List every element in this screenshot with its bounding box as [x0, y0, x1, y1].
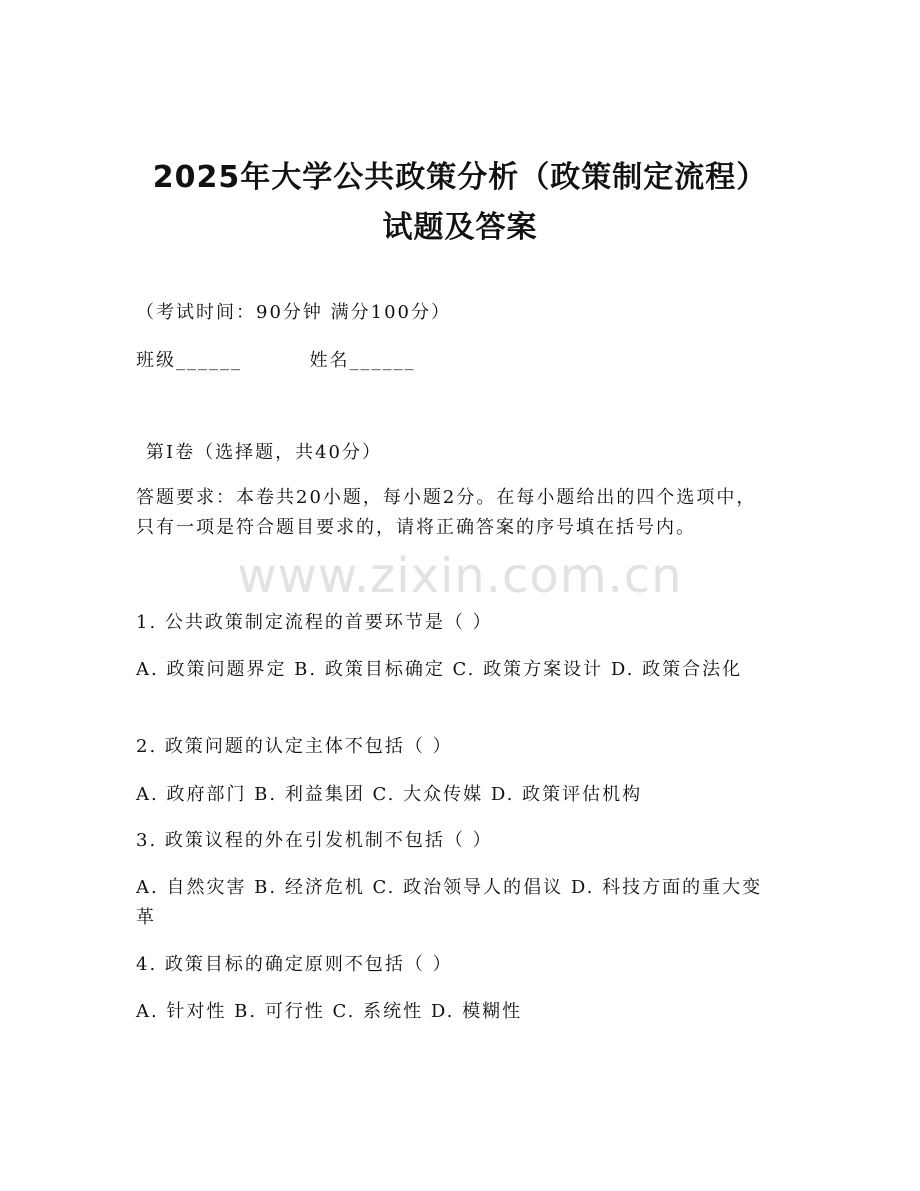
watermark: www.zixin.com.cn: [237, 548, 683, 604]
question-1-options: A. 政策问题界定 B. 政策目标确定 C. 政策方案设计 D. 政策合法化: [136, 659, 743, 680]
instructions: 答题要求：本卷共20小题，每小题2分。在每小题给出的四个选项中，只有一项是符合题目要求的，请将正确答案的序号填在括号内。: [136, 487, 757, 538]
class-field: 班级______: [136, 350, 242, 371]
document-title-line2: 试题及答案: [382, 210, 538, 245]
section-title: 第I卷（选择题，共40分）: [146, 442, 383, 463]
student-info-row: [136, 346, 415, 376]
question-3-options: A. 自然灾害 B. 经济危机 C. 政治领导人的倡议 D. 科技方面的重大变革: [136, 877, 763, 928]
question-4-stem: 4. 政策目标的确定原则不包括（ ）: [136, 954, 453, 975]
name-field: 姓名______: [309, 350, 416, 371]
question-2-stem: 2. 政策问题的认定主体不包括（ ）: [136, 736, 453, 757]
question-2-options: A. 政府部门 B. 利益集团 C. 大众传媒 D. 政策评估机构: [136, 784, 643, 805]
document-title-line1: 2025年大学公共政策分析（政策制定流程）: [152, 160, 768, 195]
exam-info: （考试时间：90分钟 满分100分）: [136, 302, 451, 323]
question-3-stem: 3. 政策议程的外在引发机制不包括（ ）: [136, 830, 493, 851]
question-1-stem: 1. 公共政策制定流程的首要环节是（ ）: [136, 612, 493, 633]
question-4-options: A. 针对性 B. 可行性 C. 系统性 D. 模糊性: [136, 1001, 523, 1022]
